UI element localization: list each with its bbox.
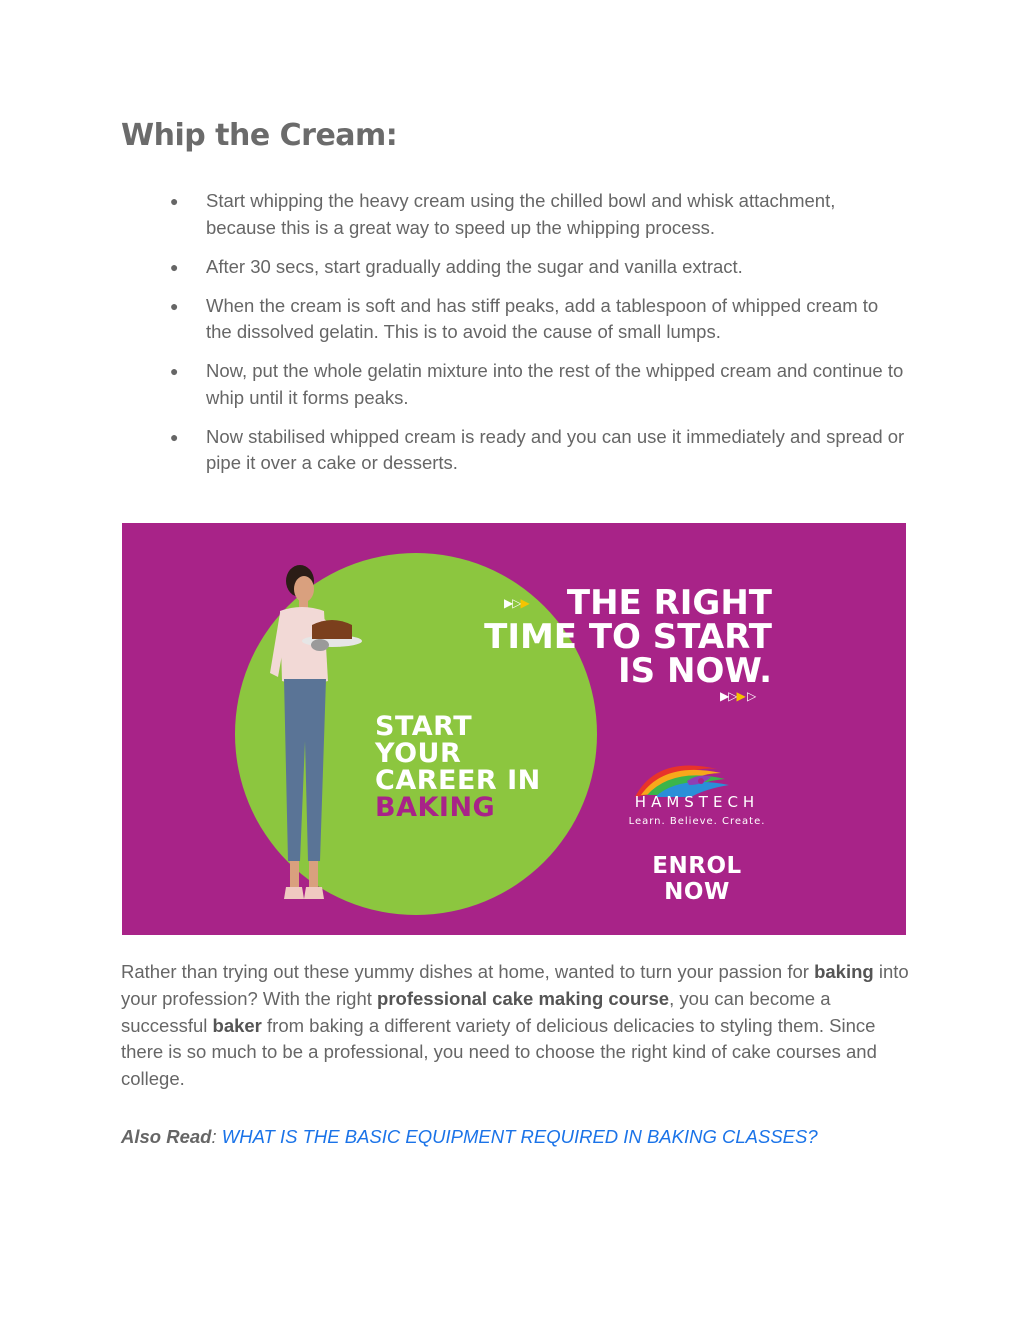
page-title: Whip the Cream: bbox=[121, 118, 398, 153]
brand-name: HAMSTECH bbox=[634, 793, 760, 811]
start-career-text bbox=[375, 713, 541, 821]
list-item bbox=[170, 254, 905, 281]
bold-term: baker bbox=[212, 1014, 262, 1036]
bullet-icon: ● bbox=[170, 193, 179, 209]
promo-banner[interactable] bbox=[122, 523, 906, 935]
steps-list bbox=[170, 188, 905, 489]
list-item-text: Start whipping the heavy cream using the chilled bowl and whisk attachment, because this is a great way to speed up the whipping process. bbox=[206, 190, 836, 238]
paragraph-text: , you can become a successful bbox=[121, 987, 831, 1036]
also-read-label: Also Read bbox=[121, 1126, 212, 1147]
also-read bbox=[121, 1124, 818, 1150]
play-arrows-icon: ▶▷▶ ▷ bbox=[720, 689, 756, 703]
body-paragraph bbox=[121, 959, 911, 1093]
woman-with-cake-illustration bbox=[262, 561, 372, 921]
also-read-link[interactable]: WHAT IS THE BASIC EQUIPMENT REQUIRED IN BAKING CLASSES? bbox=[221, 1126, 818, 1147]
play-arrows-icon: ▶▷▶ bbox=[504, 596, 529, 610]
bullet-icon: ● bbox=[170, 363, 179, 379]
start-line: CAREER IN bbox=[375, 765, 541, 796]
list-item-text: Now, put the whole gelatin mixture into the rest of the whipped cream and continue to whip until it forms peaks. bbox=[206, 360, 904, 408]
list-item bbox=[170, 358, 905, 411]
bold-term: professional cake making course bbox=[377, 987, 670, 1009]
start-line: YOUR bbox=[375, 738, 462, 769]
list-item-text: Now stabilised whipped cream is ready and you can use it immediately and spread or pipe it over a cake or desserts. bbox=[206, 425, 905, 473]
list-item bbox=[170, 424, 905, 477]
bullet-icon: ● bbox=[170, 258, 179, 275]
brand-tagline: Learn. Believe. Create. bbox=[628, 816, 766, 827]
paragraph-text: into your profession? With the right bbox=[121, 961, 909, 1009]
list-item bbox=[170, 293, 905, 346]
enrol-now-button[interactable]: ENROL NOW bbox=[652, 853, 742, 905]
headline-line: TIME TO START bbox=[484, 617, 772, 657]
list-item-text: When the cream is soft and has stiff peaks, add a tablespoon of whipped cream to the dissolved gelatin. This is to avoid the cause of small lumps. bbox=[206, 294, 879, 342]
bullet-icon: ● bbox=[170, 428, 179, 445]
list-item-text: After 30 secs, start gradually adding the sugar and vanilla extract. bbox=[206, 255, 743, 277]
headline-line: IS NOW. bbox=[618, 651, 772, 691]
start-line: START bbox=[375, 711, 473, 742]
start-accent-line: BAKING bbox=[375, 792, 496, 823]
headline-line: THE RIGHT bbox=[566, 583, 772, 623]
headline bbox=[482, 583, 772, 691]
bullet-icon: ● bbox=[170, 297, 179, 314]
bold-term: baking bbox=[814, 961, 874, 982]
also-read-separator: : bbox=[211, 1126, 222, 1147]
list-item bbox=[170, 188, 905, 241]
paragraph-text: Rather than trying out these yummy dishes at home, wanted to turn your passion for bbox=[121, 961, 815, 982]
paragraph-text: from baking a different variety of delicious delicacies to styling them. Since there is so much to be a professional, you need to choose the right kind of cake courses and college. bbox=[121, 1014, 877, 1090]
